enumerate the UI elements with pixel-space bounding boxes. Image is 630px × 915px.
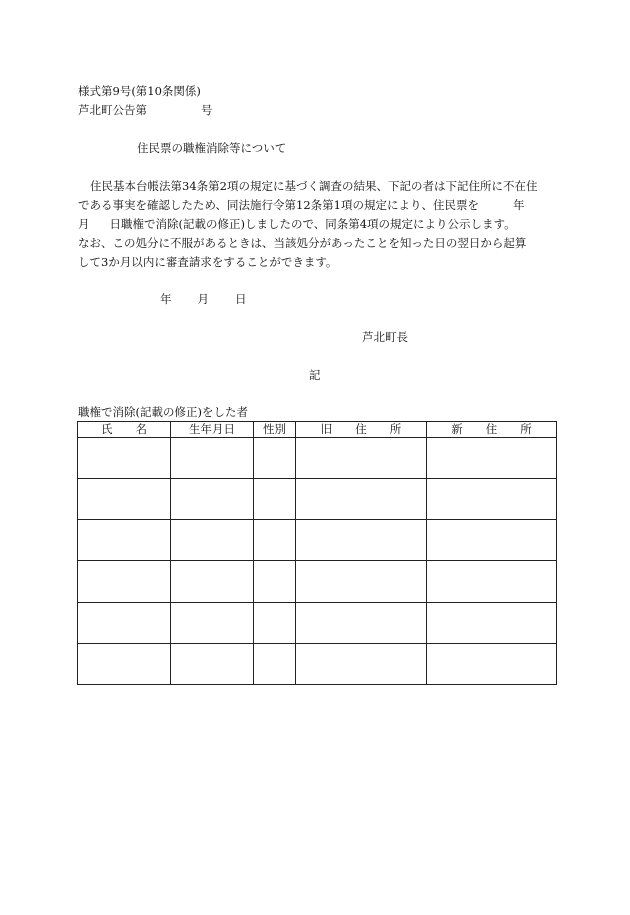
header-new-address: 新 住 所 — [427, 422, 557, 438]
body-line-2-text: である事実を確認したため、同法施行令第12条第1項の規定により、住民票を — [78, 198, 479, 212]
table-cell — [296, 643, 427, 684]
table-row — [78, 438, 557, 479]
table-cell — [171, 520, 254, 561]
table-cell — [427, 479, 557, 520]
table-header-row — [78, 422, 557, 438]
date-year: 年 — [160, 292, 172, 306]
date-month: 月 — [197, 292, 209, 306]
date-line — [160, 293, 247, 307]
table-cell — [78, 479, 171, 520]
table-cell — [254, 643, 296, 684]
table-cell — [427, 602, 557, 643]
table-caption: 職権で消除(記載の修正)をした者 — [78, 405, 248, 419]
body-line-3-month: 月 — [78, 217, 90, 231]
table-cell — [296, 438, 427, 479]
table-cell — [254, 520, 296, 561]
header-birthdate: 生年月日 — [171, 422, 254, 438]
form-number-label: 様式第9号(第10条関係) — [78, 84, 201, 98]
table-cell — [296, 520, 427, 561]
table-cell — [171, 479, 254, 520]
table-cell — [427, 561, 557, 602]
date-day: 日 — [235, 292, 247, 306]
table-cell — [78, 602, 171, 643]
table-cell — [254, 602, 296, 643]
header-gender: 性別 — [254, 422, 296, 438]
table-cell — [427, 438, 557, 479]
table-cell — [254, 561, 296, 602]
notice-number — [78, 104, 213, 118]
table-row — [78, 520, 557, 561]
table-cell — [78, 561, 171, 602]
table-cell — [171, 643, 254, 684]
table-row — [78, 479, 557, 520]
table-cell — [78, 643, 171, 684]
table-cell — [171, 438, 254, 479]
table-cell — [296, 479, 427, 520]
body-line-3-text: 日職権で消除(記載の修正)しましたので、同条第4項の規定により公示します。 — [109, 217, 516, 231]
body-line-3 — [78, 218, 516, 232]
notice-number-suffix: 号 — [201, 103, 213, 117]
table-cell — [254, 438, 296, 479]
table-row — [78, 561, 557, 602]
table-cell — [427, 643, 557, 684]
table-cell — [171, 602, 254, 643]
body-line-5: して3か月以内に審査請求をすることができます。 — [78, 255, 338, 269]
table-cell — [78, 520, 171, 561]
body-line-2-year: 年 — [513, 198, 525, 212]
table-cell — [254, 479, 296, 520]
header-name: 氏 名 — [78, 422, 171, 438]
body-line-1 — [78, 180, 537, 194]
signatory: 芦北町長 — [362, 330, 408, 344]
table-cell — [427, 520, 557, 561]
residents-table — [77, 421, 557, 685]
table-row — [78, 643, 557, 684]
header-old-address: 旧 住 所 — [296, 422, 427, 438]
notice-number-prefix: 芦北町公告第 — [78, 103, 147, 117]
body-line-4-text: なお、この処分に不服があるときは、当該処分があったことを知った日の翌日から起算 — [78, 236, 527, 250]
table-cell — [296, 602, 427, 643]
table-cell — [78, 438, 171, 479]
body-line-1-text: 住民基本台帳法第34条第2項の規定に基づく調査の結果、下記の者は下記住所に不在住 — [90, 179, 538, 193]
table-cell — [171, 561, 254, 602]
table-cell — [296, 561, 427, 602]
table-row — [78, 602, 557, 643]
body-line-4 — [78, 237, 526, 251]
document-title: 住民票の職権消除等について — [137, 141, 287, 155]
body-line-2 — [78, 199, 525, 213]
ki-heading: 記 — [309, 368, 321, 382]
